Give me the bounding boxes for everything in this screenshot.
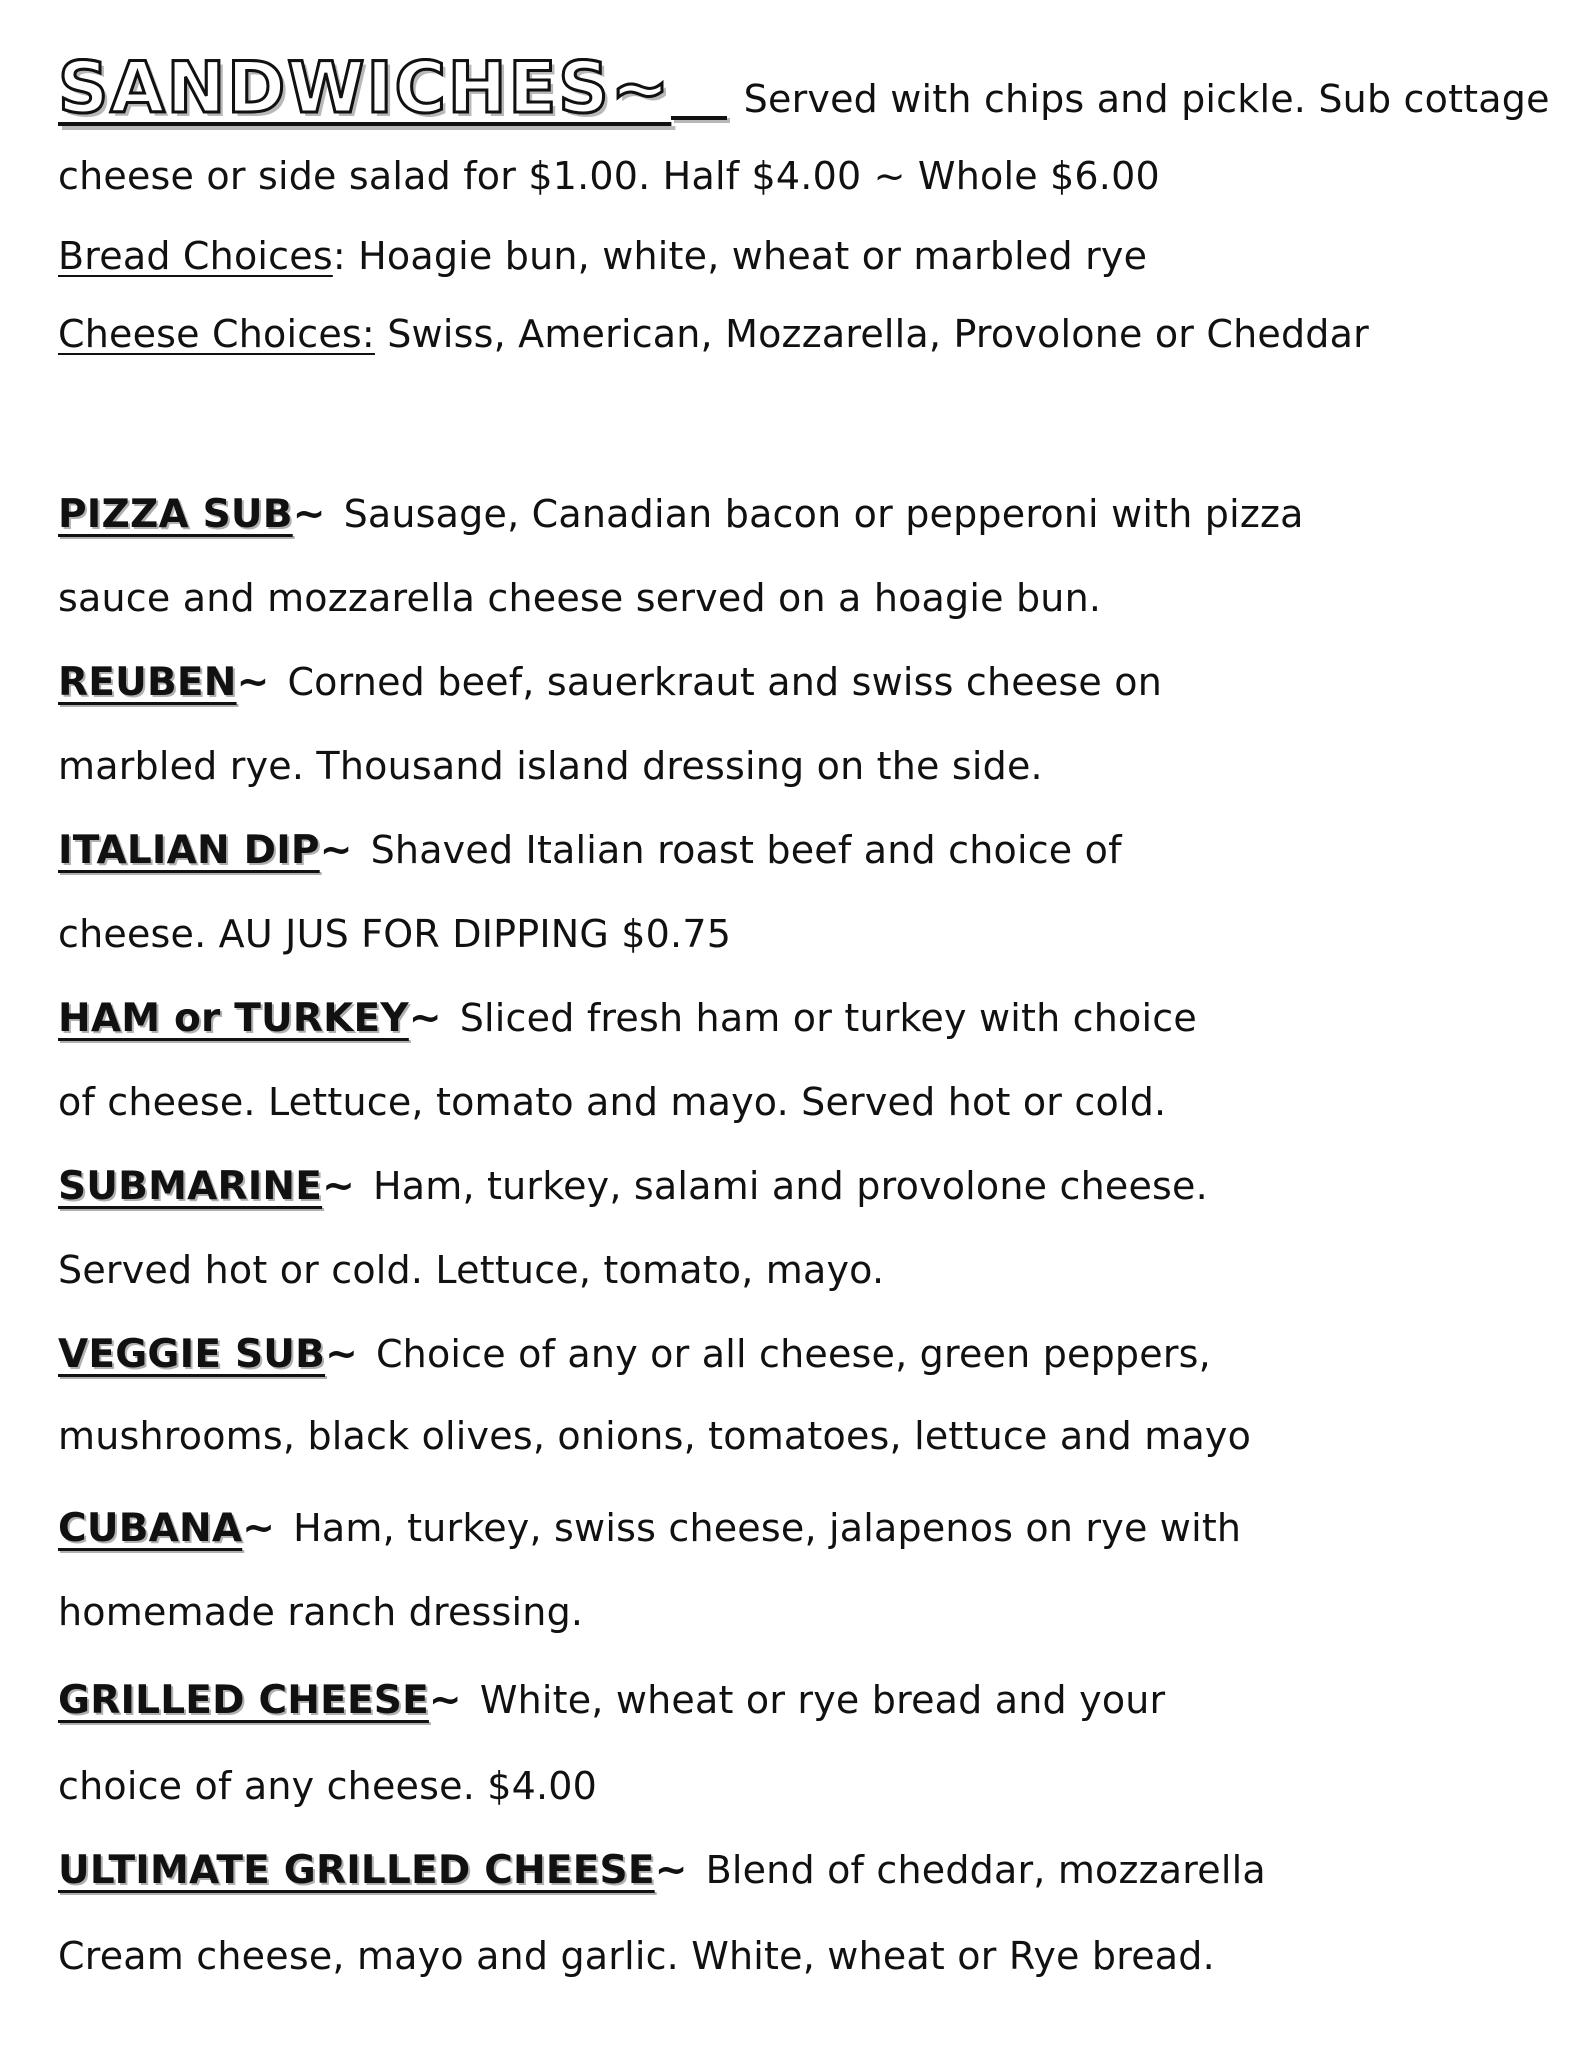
item-name: SUBMARINE: [58, 1164, 323, 1209]
bread-choices-label: Bread Choices: [58, 234, 333, 278]
tilde-separator: ~: [654, 1848, 688, 1893]
tilde-separator: ~: [242, 1506, 276, 1551]
bread-choices-text: : Hoagie bun, white, wheat or marbled rye: [332, 234, 1148, 278]
item-description-line1: Ham, turkey, salami and provolone cheese.: [373, 1164, 1208, 1208]
tilde-separator: ~: [408, 996, 442, 1041]
menu-item-veggie-sub: [58, 1330, 1211, 1379]
item-description-line1: Corned beef, sauerkraut and swiss cheese on: [287, 660, 1163, 704]
item-description-line2: Cream cheese, mayo and garlic. White, wheat or Rye bread.: [58, 1934, 1215, 1978]
item-description-line1: Ham, turkey, swiss cheese, jalapenos on rye with: [293, 1506, 1242, 1550]
tilde-separator: ~: [236, 660, 270, 705]
item-description-line1: Shaved Italian roast beef and choice of: [370, 828, 1122, 872]
tilde-separator: ~: [428, 1678, 462, 1723]
menu-item-italian-dip: [58, 826, 1122, 875]
cheese-choices-line: [58, 310, 1369, 358]
item-description-line1: Choice of any or all cheese, green peppers,: [375, 1332, 1211, 1376]
item-name: ULTIMATE GRILLED CHEESE: [58, 1848, 655, 1893]
item-description-line2: homemade ranch dressing.: [58, 1590, 584, 1634]
item-description-line2: sauce and mozzarella cheese served on a hoagie bun.: [58, 576, 1102, 620]
item-description-line1: Sausage, Canadian bacon or pepperoni with pizza: [343, 492, 1304, 536]
intro-text-line1: Served with chips and pickle. Sub cottage: [743, 77, 1550, 121]
menu-item-cubana: [58, 1504, 1241, 1553]
menu-item-ultimate-grilled-cheese: [58, 1846, 1266, 1895]
item-name: ITALIAN DIP: [58, 828, 320, 873]
cheese-choices-text: Swiss, American, Mozzarella, Provolone or Cheddar: [374, 312, 1369, 356]
item-name: HAM or TURKEY: [58, 996, 409, 1041]
tilde-separator: ~: [292, 492, 326, 537]
item-name: REUBEN: [58, 660, 237, 705]
header-line: [58, 40, 1550, 147]
item-description-line1: White, wheat or rye bread and your: [479, 1678, 1166, 1722]
item-description-line2: Served hot or cold. Lettuce, tomato, mayo.: [58, 1248, 885, 1292]
menu-item-grilled-cheese: [58, 1676, 1165, 1725]
title-underline-trail: [671, 115, 727, 120]
item-description-line2: marbled rye. Thousand island dressing on the side.: [58, 744, 1043, 788]
section-title: SANDWICHES~: [58, 47, 672, 129]
cheese-choices-label: Cheese Choices:: [58, 312, 375, 356]
item-description-line2: choice of any cheese. $4.00: [58, 1764, 598, 1808]
tilde-separator: ~: [325, 1332, 358, 1377]
menu-item-reuben: [58, 658, 1162, 707]
item-description-line1: Blend of cheddar, mozzarella: [705, 1848, 1266, 1892]
intro-text-line2: cheese or side salad for $1.00. Half $4.00 ~ Whole $6.00: [58, 154, 1160, 198]
item-name: PIZZA SUB: [58, 492, 293, 537]
menu-item-pizza-sub: [58, 490, 1304, 539]
menu-item-ham-or-turkey: [58, 994, 1197, 1043]
item-name: CUBANA: [58, 1506, 243, 1551]
item-description-line2: of cheese. Lettuce, tomato and mayo. Served hot or cold.: [58, 1080, 1167, 1124]
bread-choices-line: [58, 232, 1147, 280]
menu-item-submarine: [58, 1162, 1208, 1211]
item-description-line1: Sliced fresh ham or turkey with choice: [459, 996, 1197, 1040]
item-name: VEGGIE SUB: [58, 1332, 326, 1377]
tilde-separator: ~: [322, 1164, 355, 1209]
tilde-separator: ~: [319, 828, 353, 873]
item-description-line2: cheese. AU JUS FOR DIPPING $0.75: [58, 912, 732, 956]
item-description-line2: mushrooms, black olives, onions, tomatoes, lettuce and mayo: [58, 1414, 1252, 1458]
item-name: GRILLED CHEESE: [58, 1678, 429, 1723]
